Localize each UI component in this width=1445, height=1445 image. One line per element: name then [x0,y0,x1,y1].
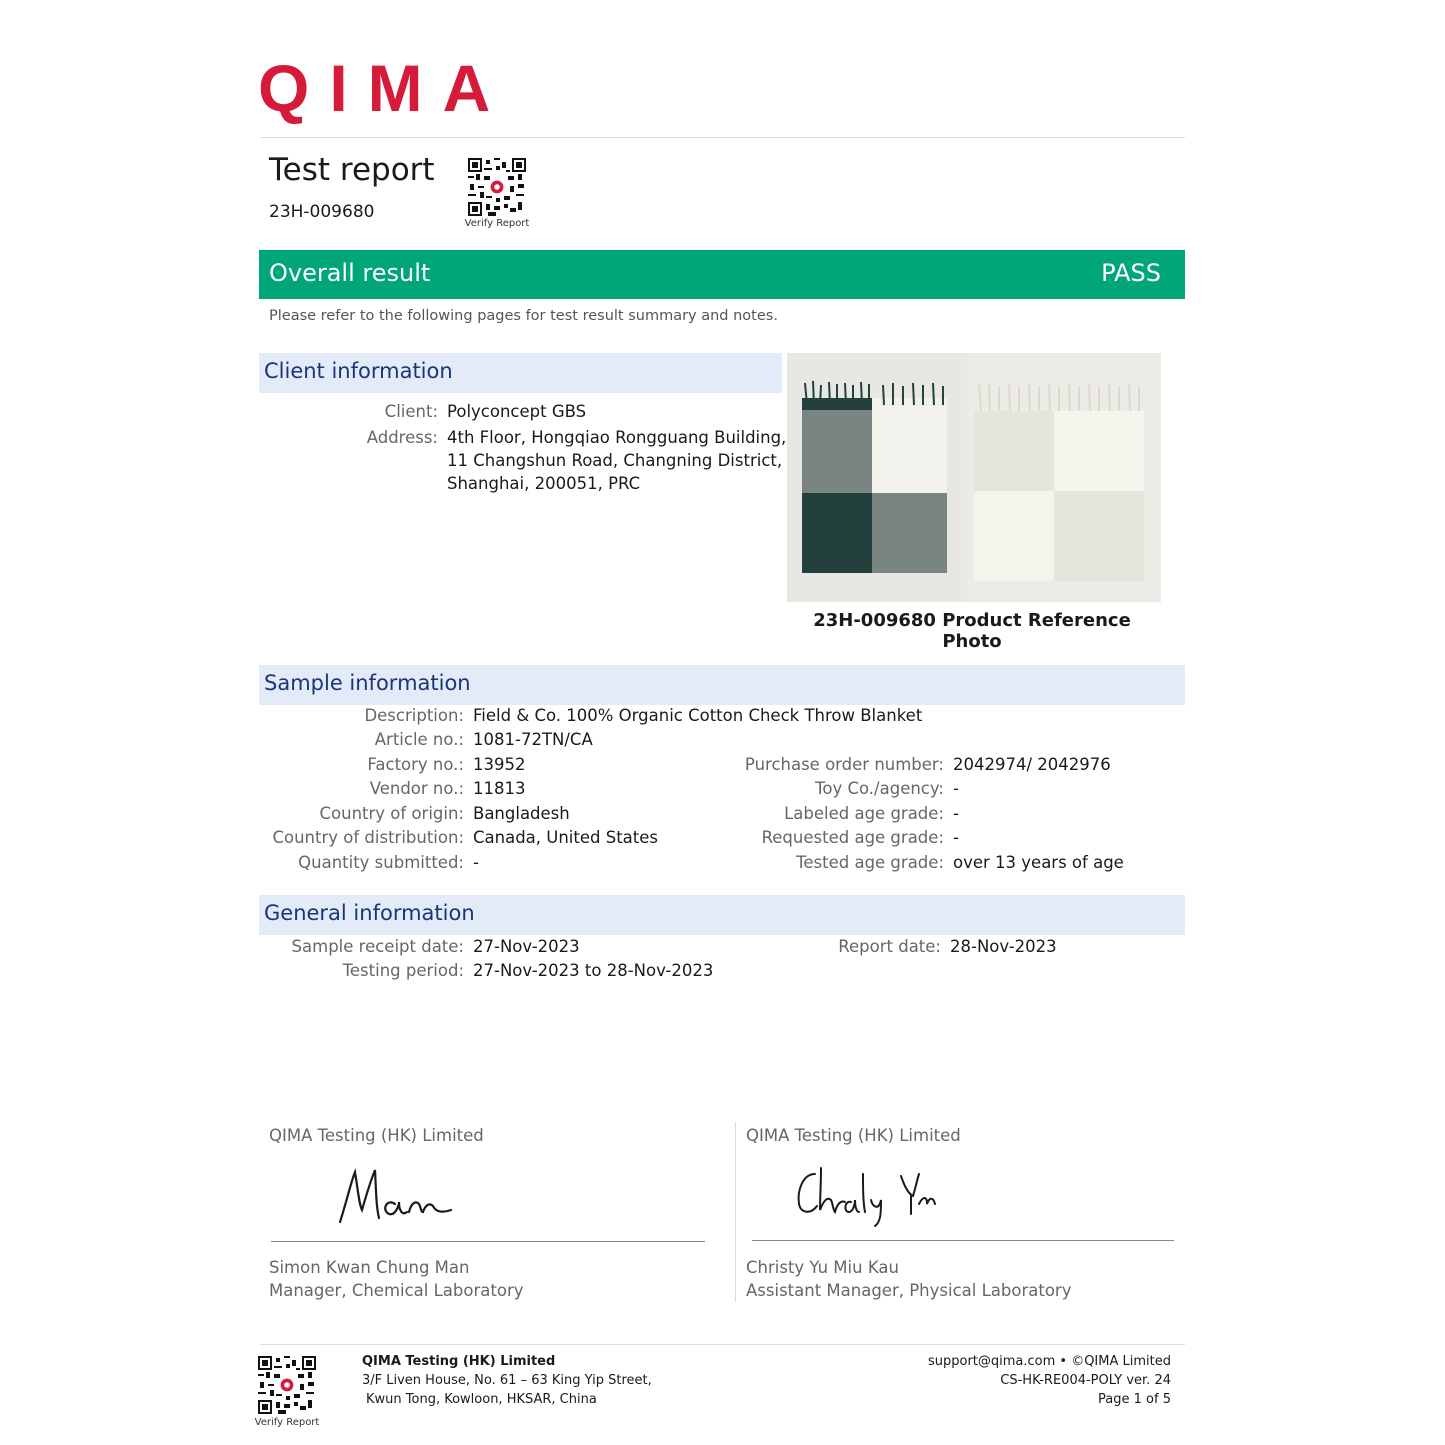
client-label: Client: [384,402,438,421]
report-date-label: Report date: [838,937,941,956]
labeled-age-value: - [953,804,959,823]
page-title: Test report [269,152,435,188]
sample-info-header [259,665,1185,705]
signature-2 [793,1160,943,1230]
footer-company: QIMA Testing (HK) Limited [362,1354,556,1369]
report-date-value: 28-Nov-2023 [950,937,1057,956]
vendor-no-value: 11813 [473,779,526,798]
signature-line-1 [271,1241,705,1242]
signer-title-1: Manager, Chemical Laboratory [269,1281,524,1300]
signer-title-2: Assistant Manager, Physical Laboratory [746,1281,1072,1300]
tested-age-value: over 13 years of age [953,853,1124,872]
footer-doc-code: CS-HK-RE004-POLY ver. 24 [1000,1373,1171,1388]
client-info-header [259,353,782,393]
vendor-no-label: Vendor no.: [369,779,464,798]
labeled-age-label: Labeled age grade: [784,804,944,823]
overall-result-value: PASS [1101,259,1161,287]
country-distribution-label: Country of distribution: [272,828,464,847]
footer-verify-label[interactable]: Verify Report [254,1417,320,1428]
quantity-submitted-label: Quantity submitted: [298,853,464,872]
header-divider [260,137,1185,138]
overall-result-label: Overall result [269,259,431,287]
result-note: Please refer to the following pages for test result summary and notes. [269,308,778,324]
general-info-heading: General information [264,901,475,925]
signature-company-1: QIMA Testing (HK) Limited [269,1126,484,1145]
sample-info-heading: Sample information [264,671,471,695]
footer-contact[interactable]: support@qima.com • ©QIMA Limited [927,1354,1171,1369]
report-number: 23H-009680 [269,202,375,222]
signature-1 [335,1160,465,1230]
testing-period-label: Testing period: [342,961,464,980]
country-origin-value: Bangladesh [473,804,570,823]
description-label: Description: [364,706,464,725]
qr-code-icon[interactable] [468,158,526,216]
factory-no-label: Factory no.: [367,755,464,774]
toy-agency-label: Toy Co./agency: [815,779,944,798]
address-line-3: Shanghai, 200051, PRC [447,474,641,493]
client-value: Polyconcept GBS [447,402,587,421]
verify-report-label[interactable]: Verify Report [464,218,530,229]
quantity-submitted-value: - [473,853,479,872]
footer-address-2: Kwun Tong, Kowloon, HKSAR, China [366,1392,597,1407]
address-label: Address: [366,428,438,447]
signature-company-2: QIMA Testing (HK) Limited [746,1126,961,1145]
description-value: Field & Co. 100% Organic Cotton Check Throw Blanket [473,706,923,725]
footer-divider [260,1344,1185,1345]
receipt-date-value: 27-Nov-2023 [473,937,580,956]
address-line-1: 4th Floor, Hongqiao Rongguang Building, [447,428,787,447]
purchase-order-value: 2042974/ 2042976 [953,755,1111,774]
qima-logo: QIMA [258,51,511,125]
footer-address-1: 3/F Liven House, No. 61 – 63 King Yip Street, [362,1373,652,1388]
article-no-value: 1081-72TN/CA [473,730,593,749]
tested-age-label: Tested age grade: [796,853,944,872]
signer-name-1: Simon Kwan Chung Man [269,1258,470,1277]
purchase-order-label: Purchase order number: [744,755,944,774]
article-no-label: Article no.: [374,730,464,749]
toy-agency-value: - [953,779,959,798]
receipt-date-label: Sample receipt date: [291,937,464,956]
country-distribution-value: Canada, United States [473,828,659,847]
signature-line-2 [752,1240,1174,1241]
photo-caption: 23H-009680 Product Reference Photo [813,610,1131,652]
product-reference-photo [787,353,1161,602]
footer-qr-code-icon[interactable] [258,1356,316,1414]
client-info-heading: Client information [264,359,453,383]
general-info-header [259,895,1185,935]
address-line-2: 11 Changshun Road, Changning District, [447,451,783,470]
requested-age-label: Requested age grade: [761,828,944,847]
country-origin-label: Country of origin: [319,804,464,823]
requested-age-value: - [953,828,959,847]
signature-divider [735,1122,736,1302]
overall-result-banner [259,250,1185,299]
testing-period-value: 27-Nov-2023 to 28-Nov-2023 [473,961,714,980]
factory-no-value: 13952 [473,755,526,774]
signer-name-2: Christy Yu Miu Kau [746,1258,899,1277]
footer-page-number: Page 1 of 5 [1098,1392,1171,1407]
